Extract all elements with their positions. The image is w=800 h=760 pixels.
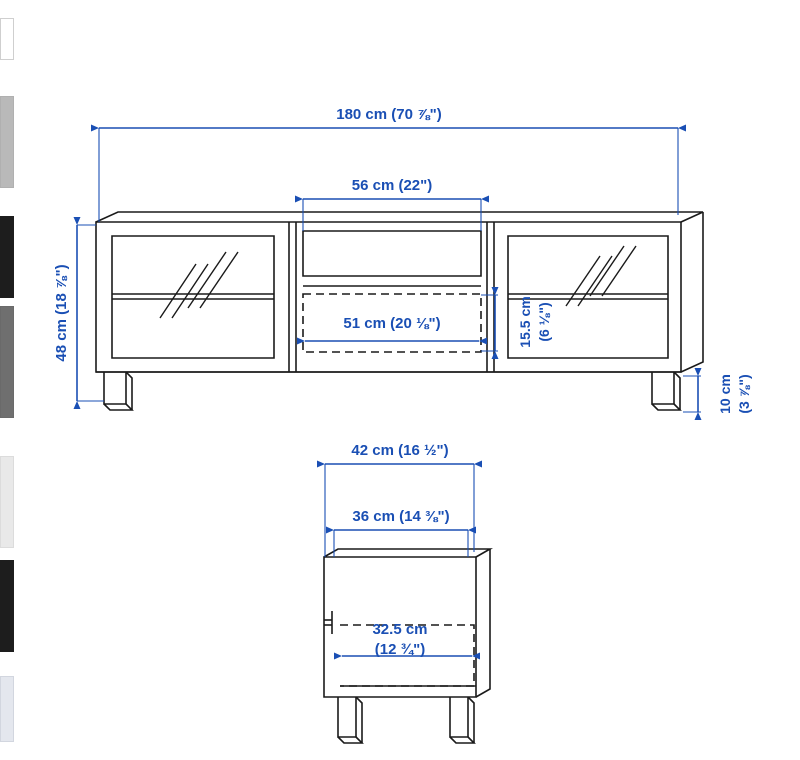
label-inner-depth: 36 cm (14 ⅜") [352,508,450,525]
dimension-leg-height [683,374,752,414]
label-drawer-width: 56 cm (22") [351,177,433,194]
label-overall-height: 48 cm (18 ⅞") [53,264,70,362]
dimension-overall-width [99,106,678,222]
label-inner-drawer-width: 51 cm (20 ⅛") [343,315,441,332]
label-leg-height-1: 10 cm [717,374,733,414]
label-drawer-depth-1: 32.5 cm [372,621,428,638]
dimension-overall-depth [325,442,474,557]
dimension-drawer-height [481,295,552,351]
label-overall-width: 180 cm (70 ⅞") [336,106,442,123]
glass-sheen [160,246,636,318]
dimension-inner-drawer-width [305,315,479,341]
label-drawer-depth-2: (12 ¾") [374,641,426,658]
label-leg-height-2: (3 ⅞") [736,374,752,414]
label-drawer-height-1: 15.5 cm [517,296,533,348]
label-overall-depth: 42 cm (16 ½") [351,442,449,459]
front-view-body [96,212,703,410]
dimension-drawer-width [303,177,481,231]
dimension-drawer-depth [342,621,472,658]
label-drawer-height-2: (6 ⅛") [536,302,552,342]
